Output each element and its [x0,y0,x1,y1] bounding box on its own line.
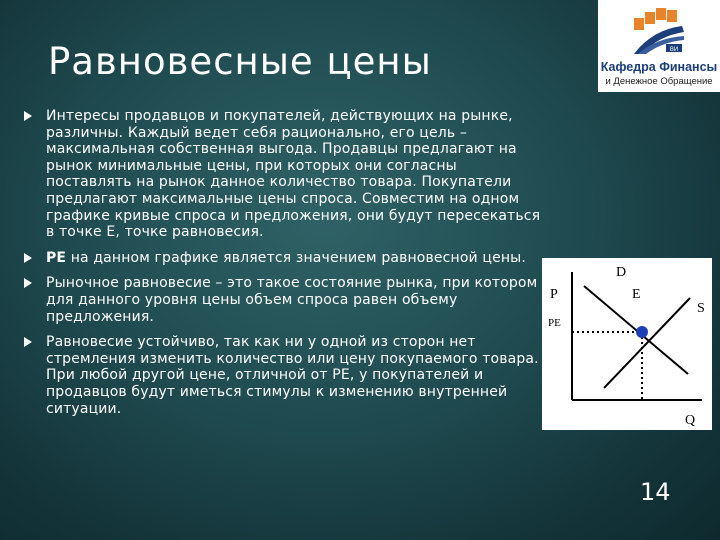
slide-title: Равновесные цены [48,40,432,83]
bullet-list [24,108,544,426]
label-d: D [616,265,627,280]
bullet-arrow-icon [24,337,32,347]
bullet-arrow-icon [24,111,32,121]
logo-line-1: Кафедра Финансы [600,60,718,74]
bullet-arrow-icon [24,253,32,263]
bullet-item [24,250,544,267]
equilibrium-point [636,326,648,338]
label-pe: PE [548,317,561,329]
supply-demand-graph [542,258,712,430]
label-q: Q [685,413,696,428]
logo-emblem-icon [632,6,686,56]
logo-line-2: и Денежное Обращение [605,76,713,87]
label-e: E [632,287,641,302]
department-logo [598,0,720,92]
bullet-arrow-icon [24,278,32,288]
page-number: 14 [640,478,671,506]
bullet-item [24,108,544,241]
bullet-text: Равновесие устойчиво, так как ни у одной из сторон нет стремления изменить количество или цену покупаемого товара. При любой другой цене, отличной от PE, у покупателей и продавцов будут иметься стимулы к изменению внутренней ситуации. [46,334,539,417]
label-p: P [550,287,558,302]
bullet-item [24,275,544,325]
bullet-text: на данном графике является значением равновесной цены. [66,249,526,266]
bullet-text: Рыночное равновесие – это такое состояние рынка, при котором для данного уровня цены объем спроса равен объему предложения. [46,275,538,325]
bullet-bold-prefix: PE [46,249,67,266]
label-s: S [697,301,705,316]
logo-badge-text: ВИ [669,47,679,53]
supply-curve [604,298,690,388]
bullet-text: Интересы продавцов и покупателей, действующих на рынке, различны. Каждый ведет себя рационально, его цель – максимальная собственная выгода. Продавцы предлагают на рынок минимальные цены, при которых они согласны поставлять на рынок данное количество товара. Покупатели предлагают максимальные цены спроса. Совместим на одном графике кривые спроса и предложения, они будут пересекаться в точке Е, точке равновесия. [46,108,541,241]
bullet-item [24,334,544,417]
